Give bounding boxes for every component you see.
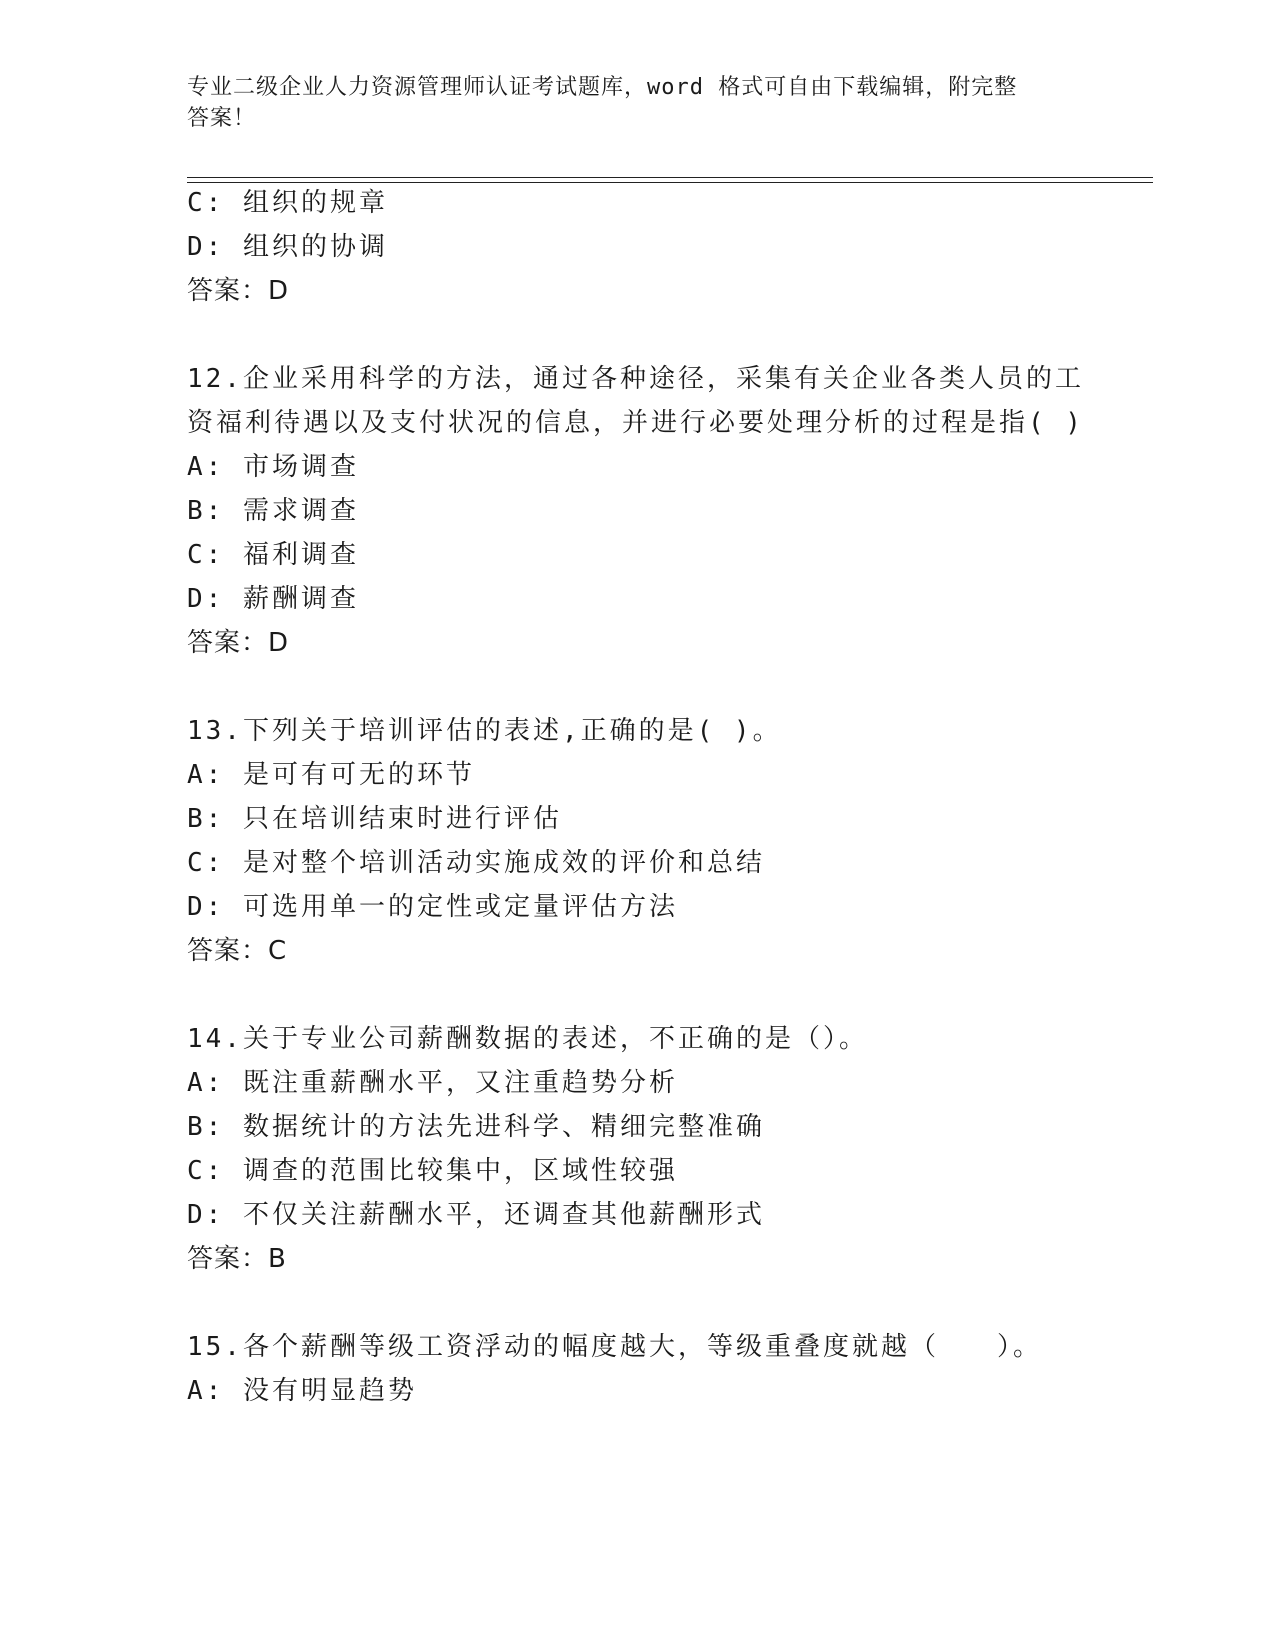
q13-option-c: C: 是对整个培训活动实施成效的评价和总结 [187, 848, 765, 878]
prev-option-d: D: 组织的协调 [187, 232, 388, 262]
q14-answer: 答案：B [187, 1244, 287, 1274]
q12-stem-line-1: 12.企业采用科学的方法，通过各种途径，采集有关企业各类人员的工 [187, 364, 1084, 394]
q15-option-a: A: 没有明显趋势 [187, 1376, 417, 1406]
q12-option-b: B: 需求调查 [187, 496, 359, 526]
q14-option-c: C: 调查的范围比较集中，区域性较强 [187, 1156, 678, 1186]
q13-answer: 答案：C [187, 936, 288, 966]
q12-option-c: C: 福利调查 [187, 540, 359, 570]
prev-option-c: C: 组织的规章 [187, 188, 388, 218]
header-line-2: 答案！ [187, 106, 257, 131]
q13-option-a: A: 是可有可无的环节 [187, 760, 475, 790]
q13-stem: 13.下列关于培训评估的表述,正确的是( )。 [187, 716, 782, 746]
q14-stem: 14.关于专业公司薪酬数据的表述，不正确的是（）。 [187, 1024, 868, 1054]
q12-option-a: A: 市场调查 [187, 452, 359, 482]
q13-option-b: B: 只在培训结束时进行评估 [187, 804, 562, 834]
q13-option-d: D: 可选用单一的定性或定量评估方法 [187, 892, 678, 922]
document-header [187, 72, 1087, 134]
header-divider-top [187, 177, 1153, 178]
prev-answer: 答案：D [187, 276, 290, 306]
q15-stem: 15.各个薪酬等级工资浮动的幅度越大，等级重叠度就越（ ）。 [187, 1332, 1042, 1362]
header-line-1: 专业二级企业人力资源管理师认证考试题库，word 格式可自由下载编辑，附完整 [187, 75, 1018, 100]
header-divider-bottom [187, 182, 1153, 183]
q14-option-b: B: 数据统计的方法先进科学、精细完整准确 [187, 1112, 765, 1142]
q14-option-a: A: 既注重薪酬水平，又注重趋势分析 [187, 1068, 678, 1098]
q14-option-d: D: 不仅关注薪酬水平，还调查其他薪酬形式 [187, 1200, 765, 1230]
q12-answer: 答案：D [187, 628, 290, 658]
q12-stem-line-2: 资福利待遇以及支付状况的信息，并进行必要处理分析的过程是指( ) [187, 408, 1084, 438]
q12-option-d: D: 薪酬调查 [187, 584, 359, 614]
